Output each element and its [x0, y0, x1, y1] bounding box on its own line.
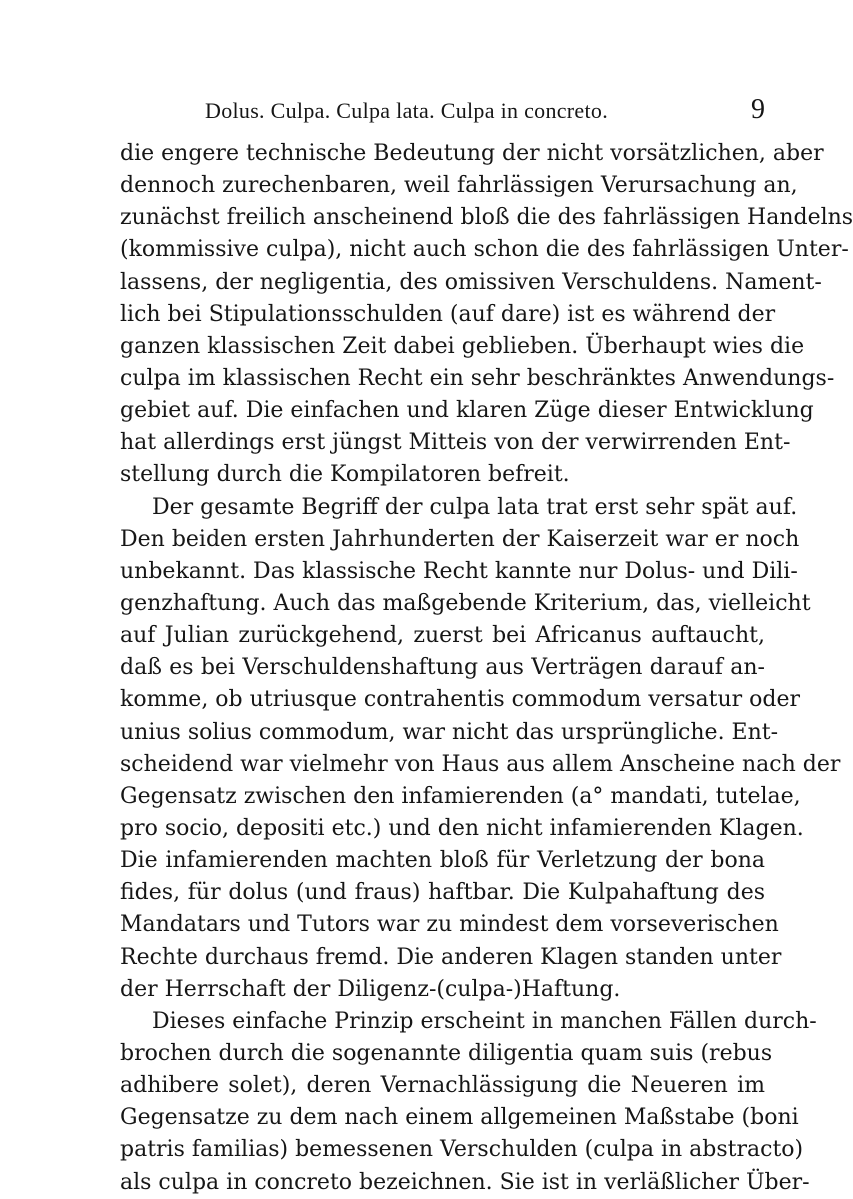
text-line: lich bei Stipulationsschulden (auf dare) ist es während der — [120, 301, 776, 327]
text-line: Den beiden ersten Jahrhunderten der Kaiserzeit war er noch — [120, 526, 800, 552]
text-line: stellung durch die Kompilatoren befreit. — [120, 462, 570, 488]
text-line: genzhaftung. Auch das maßgebende Kriterium, das, vielleicht — [120, 590, 811, 616]
text-line: zunächst freilich anscheinend bloß die des fahrlässigen Handelns — [120, 205, 853, 231]
page-number: 9 — [751, 94, 765, 125]
body-text — [120, 138, 853, 1199]
text-line: Mandatars und Tutors war zu mindest dem vorseverischen — [120, 912, 779, 938]
text-line: auf Julian zurückgehend, zuerst bei Africanus auftaucht, — [120, 623, 765, 649]
text-line: fides, für dolus (und fraus) haftbar. Die Kulpahaftung des — [120, 880, 765, 906]
paragraph-2 — [120, 492, 841, 1006]
text-line: Die infamierenden machten bloß für Verletzung der bona — [120, 848, 765, 874]
text-line: unbekannt. Das klassische Recht kannte nur Dolus- und Dili- — [120, 558, 798, 584]
text-line: Gegensatz zwischen den infamierenden (a° mandati, tutelae, — [120, 783, 801, 809]
text-line: Gegensatze zu dem nach einem allgemeinen Maßstabe (boni — [120, 1105, 799, 1131]
text-line: als culpa in concreto bezeichnen. Sie ist in verläßlicher Über- — [120, 1169, 810, 1195]
page-header — [120, 94, 765, 128]
text-line: brochen durch die sogenannte diligentia quam suis (rebus — [120, 1040, 773, 1066]
paragraph-1 — [120, 138, 853, 492]
paragraph-3 — [120, 1006, 817, 1199]
running-head: Dolus. Culpa. Culpa lata. Culpa in concreto. — [205, 98, 609, 123]
text-line: daß es bei Verschuldenshaftung aus Verträgen darauf an- — [120, 655, 765, 681]
text-line: scheidend war vielmehr von Haus aus allem Anscheine nach der — [120, 751, 841, 777]
text-line: Rechte durchaus fremd. Die anderen Klagen standen unter — [120, 944, 782, 970]
text-line: pro socio, depositi etc.) und den nicht infamierenden Klagen. — [120, 815, 804, 841]
text-line: der Herrschaft der Diligenz-(culpa-)Haftung. — [120, 976, 621, 1002]
text-line: komme, ob utriusque contrahentis commodum versatur oder — [120, 687, 801, 713]
text-line: hat allerdings erst jüngst Mitteis von der verwirrenden Ent- — [120, 430, 791, 456]
text-line: lassens, der negligentia, des omissiven Verschuldens. Nament- — [120, 269, 822, 295]
text-line: Dieses einfache Prinzip erscheint in manchen Fällen durch- — [152, 1008, 817, 1034]
text-line: gebiet auf. Die einfachen und klaren Züge dieser Entwicklung — [120, 398, 814, 424]
text-line: Der gesamte Begriff der culpa lata trat erst sehr spät auf. — [152, 494, 798, 520]
text-line: die engere technische Bedeutung der nicht vorsätzlichen, aber — [120, 141, 824, 166]
text-line: unius solius commodum, war nicht das ursprüngliche. Ent- — [120, 719, 779, 745]
text-line: (kommissive culpa), nicht auch schon die des fahrlässigen Unter- — [120, 237, 849, 263]
text-line: dennoch zurechenbaren, weil fahrlässigen Verursachung an, — [120, 173, 798, 199]
text-line: patris familias) bemessenen Verschulden (culpa in abstracto) — [120, 1137, 804, 1163]
text-line: adhibere solet), deren Vernachlässigung die Neueren im — [120, 1073, 765, 1099]
text-line: ganzen klassischen Zeit dabei geblieben. Überhaupt wies die — [120, 333, 805, 359]
text-line: culpa im klassischen Recht ein sehr beschränktes Anwendungs- — [120, 365, 835, 391]
